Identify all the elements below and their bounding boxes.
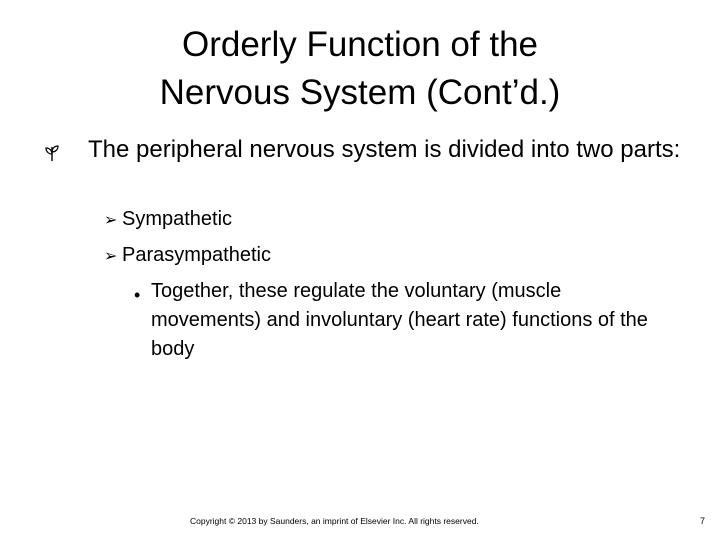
slide-title-line-1: Orderly Function of the [182,25,538,64]
bullet-peripheral-nervous-system: The peripheral nervous system is divided into two parts: [88,136,681,163]
copyright-footer: Copyright © 2013 by Saunders, an imprint of Elsevier Inc. All rights reserved. [190,516,479,526]
page-number: 7 [700,516,706,526]
sub-bullet-sympathetic [104,206,232,234]
sprout-bullet-icon [42,143,62,163]
arrow-bullet-icon: ➢ [104,248,118,265]
dot-bullet-icon: • [134,285,141,305]
sub-sub-bullet-regulation: Together, these regulate the voluntary (muscle movements) and involuntary (heart rate) functions of the body [151,280,648,360]
arrow-bullet-icon: ➢ [104,212,118,229]
sub-bullet-text: Sympathetic [122,208,233,230]
slide-title-line-2: Nervous System (Cont’d.) [159,73,561,112]
sub-bullet-parasympathetic [104,242,271,270]
sub-bullet-text: Parasympathetic [122,244,271,266]
